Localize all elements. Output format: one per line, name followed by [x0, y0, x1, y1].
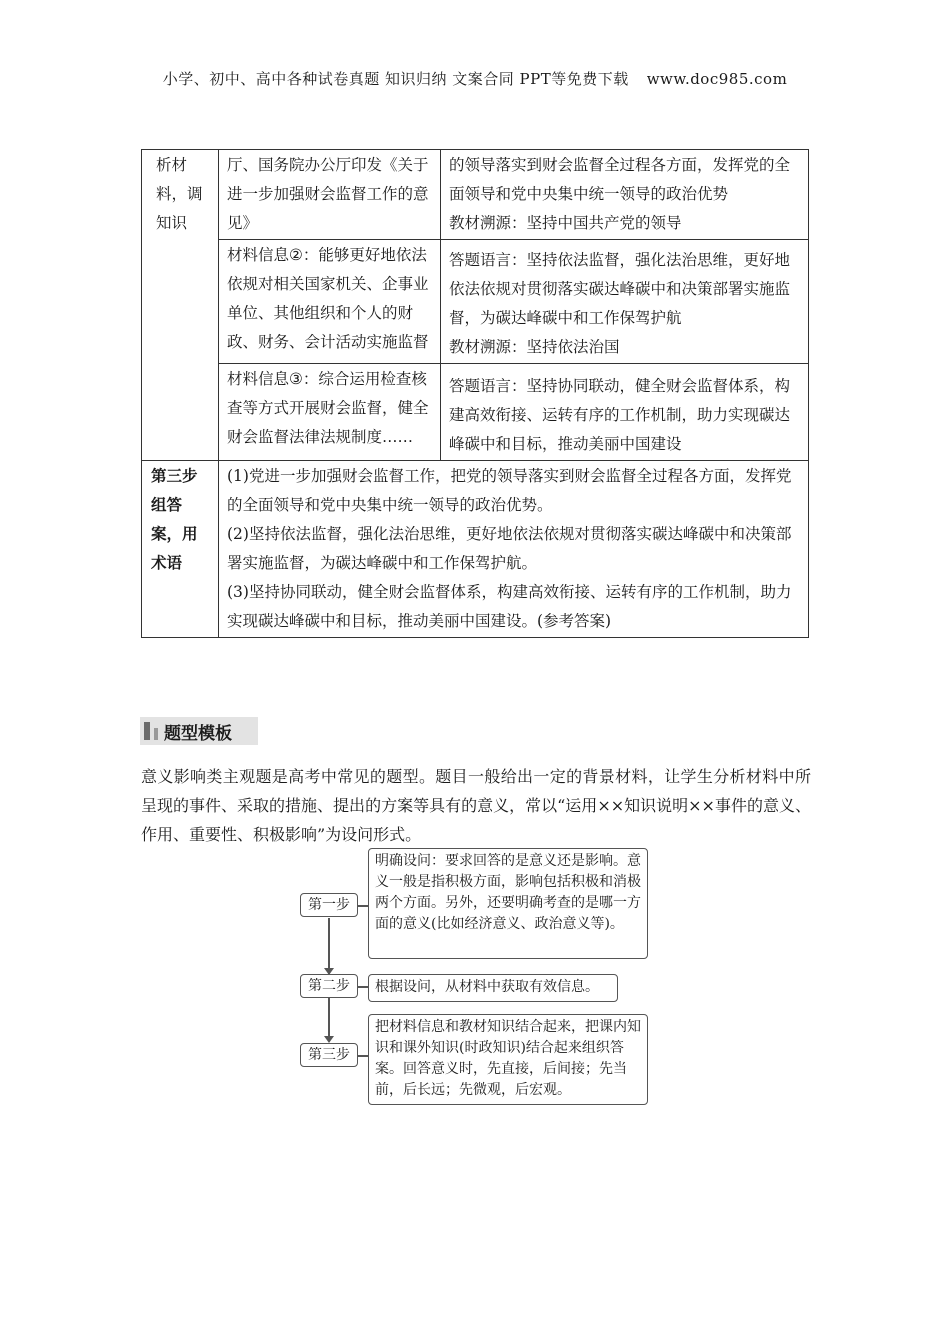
- source-text: 教材溯源：坚持依法治国: [449, 338, 620, 356]
- step2-label: 析材料，调知识: [142, 150, 219, 461]
- step1-pill: 第一步: [300, 893, 358, 917]
- answer-item: (2)坚持依法监督，强化法治思维，更好地依法依规对贯彻落实碳达峰碳中和决策部署实施监督，为碳达峰碳中和工作保驾护航。: [227, 525, 792, 572]
- connector: [357, 1055, 368, 1057]
- table-row: [142, 364, 809, 461]
- answer-item: (1)党进一步加强财会监督工作，把党的领导落实到财会监督全过程各方面，发挥党的全面领导和党中央集中统一领导的政治优势。: [227, 467, 792, 514]
- step3-label: 第三步组答案，用术语: [142, 461, 219, 638]
- answer-cell: [441, 240, 809, 364]
- step3-pill: 第三步: [300, 1043, 358, 1067]
- heading-bar-small-icon: [154, 728, 158, 740]
- info-cell: 厅、国务院办公厅印发《关于进一步加强财会监督工作的意见》: [219, 150, 441, 240]
- intro-paragraph: 意义影响类主观题是高考中常见的题型。题目一般给出一定的背景材料，让学生分析材料中所呈现的事件、采取的措施、提出的方案等具有的意义，常以“运用××知识说明××事件的意义、作用、重要性、积极影响”为设问形式。: [141, 767, 811, 844]
- heading-bar-icon: [144, 722, 150, 740]
- answer-cell: [441, 364, 809, 461]
- arrow-down-icon: [324, 1036, 334, 1043]
- step1-box: 明确设问：要求回答的是意义还是影响。意义一般是指积极方面，影响包括积极和消极两个方面。另外，还要明确考查的是哪一方面的意义(比如经济意义、政治意义等)。: [368, 848, 648, 959]
- info-cell: 材料信息②：能够更好地依法依规对相关国家机关、企事业单位、其他组织和个人的财政、财务、会计活动实施监督: [219, 240, 441, 364]
- section-heading: [140, 717, 258, 745]
- connector: [357, 986, 368, 988]
- section-title: 题型模板: [164, 723, 232, 744]
- info-cell: 材料信息③：综合运用检查核查等方式开展财会监督，健全财会监督法律法规制度……: [219, 364, 441, 461]
- source-text: 教材溯源：坚持中国共产党的领导: [449, 214, 682, 232]
- answer-cell: [441, 150, 809, 240]
- answer-text: 答题语言：坚持协同联动，健全财会监督体系，构建高效衔接、运转有序的工作机制，助力实现碳达峰碳中和目标，推动美丽中国建设: [449, 377, 791, 453]
- connector: [357, 905, 368, 907]
- analysis-table: [141, 149, 809, 638]
- steps-diagram: [300, 848, 660, 1108]
- header-text: 小学、初中、高中各种试卷真题 知识归纳 文案合同 PPT等免费下载: [162, 70, 629, 88]
- page-header: [0, 68, 950, 89]
- table-row: [142, 240, 809, 364]
- table-row: [142, 150, 809, 240]
- table-row: [142, 461, 809, 638]
- answer-text: 的领导落实到财会监督全过程各方面，发挥党的全面领导和党中央集中统一领导的政治优势: [449, 156, 791, 203]
- step2-box: 根据设问，从材料中获取有效信息。: [368, 974, 618, 1002]
- step3-answers: [219, 461, 809, 638]
- answer-item: (3)坚持协同联动，健全财会监督体系，构建高效衔接、运转有序的工作机制，助力实现碳达峰碳中和目标，推动美丽中国建设。(参考答案): [227, 583, 792, 630]
- step3-box: 把材料信息和教材知识结合起来，把课内知识和课外知识(时政知识)结合起来组织答案。回答意义时，先直接，后间接；先当前，后长远；先微观，后宏观。: [368, 1014, 648, 1105]
- step2-pill: 第二步: [300, 974, 358, 998]
- answer-text: 答题语言：坚持依法监督，强化法治思维，更好地依法依规对贯彻落实碳达峰碳中和决策部署实施监督，为碳达峰碳中和工作保驾护航: [449, 251, 791, 327]
- header-site-link[interactable]: www.doc985.com: [646, 70, 788, 88]
